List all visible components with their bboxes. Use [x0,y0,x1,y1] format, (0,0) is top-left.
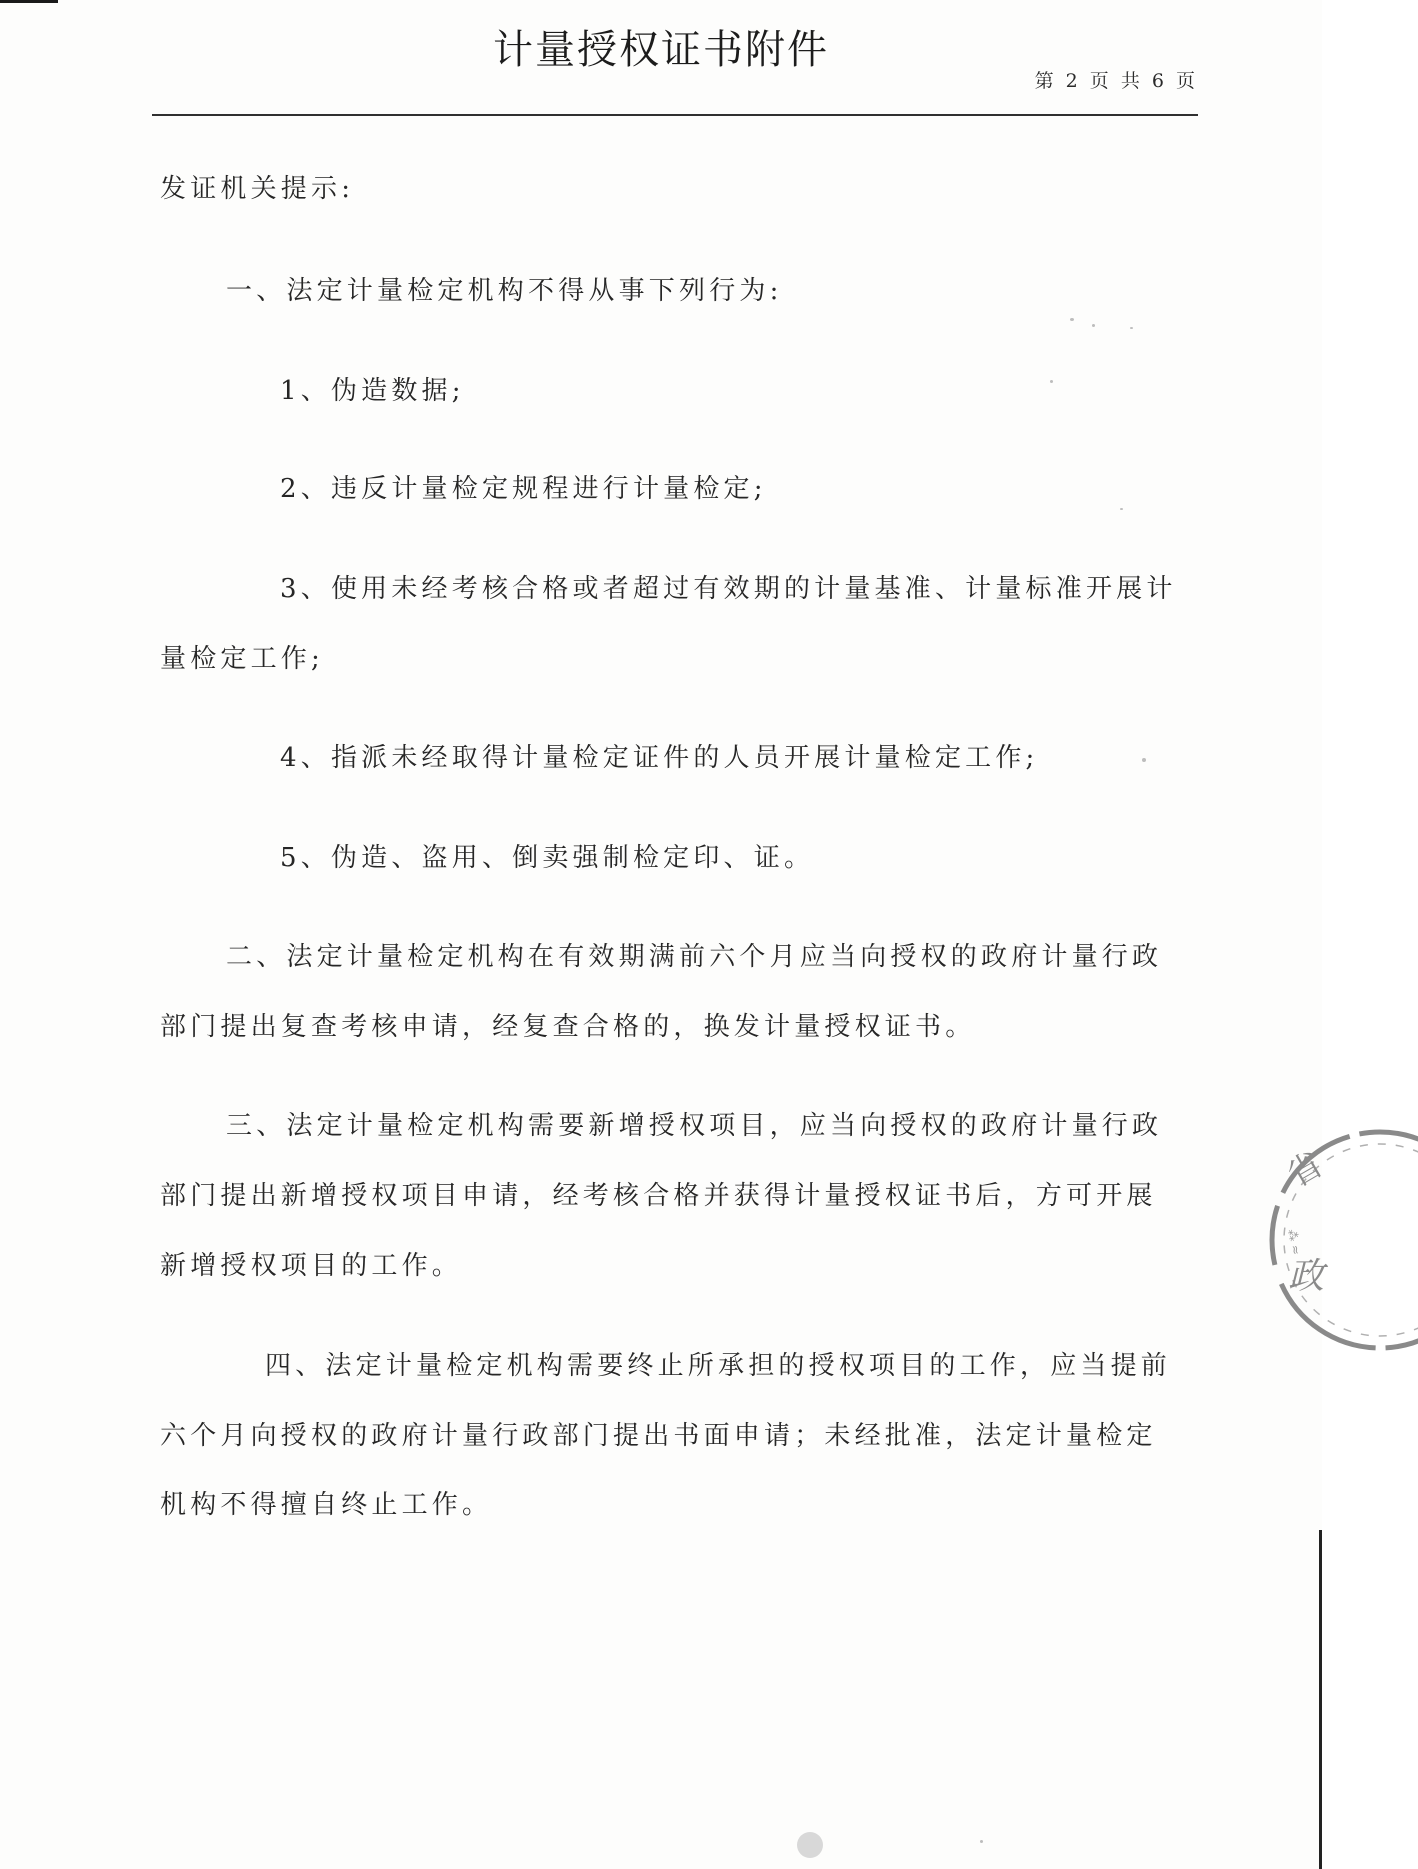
clause-1-sub-3-line-2: 量检定工作; [160,644,324,674]
clause-1: 一、法定计量检定机构不得从事下列行为: [226,276,783,306]
clause-4-line-1: 四、法定计量检定机构需要终止所承担的授权项目的工作，应当提前 [265,1351,1172,1381]
scan-speck [980,1840,983,1843]
seal-char-bottom: 政 [1288,1256,1325,1297]
notice-heading: 发证机关提示: [160,174,355,204]
scan-blot [797,1832,823,1858]
clause-3-line-1: 三、法定计量检定机构需要新增授权项目，应当向授权的政府计量行政 [226,1111,1163,1141]
scan-speck [1092,324,1095,327]
scan-speck [1142,758,1146,762]
clause-1-sub-5: 5、伪造、盗用、倒卖强制检定印、证。 [280,843,815,873]
clause-1-sub-1: 1、伪造数据; [280,376,465,406]
scan-speck [1130,327,1133,329]
scan-speck [1050,380,1053,383]
scan-speck [1120,508,1123,510]
clause-4-line-3: 机构不得擅自终止工作。 [160,1490,493,1520]
clause-3-line-2: 部门提出新增授权项目申请，经考核合格并获得计量授权证书后，方可开展 [160,1181,1157,1211]
clause-1-sub-2: 2、违反计量检定规程进行计量检定; [280,474,767,504]
clause-1-sub-4: 4、指派未经取得计量检定证件的人员开展计量检定工作; [280,743,1039,773]
page-title: 计量授权证书附件 [493,27,829,73]
page-number: 第 2 页 共 6 页 [1034,70,1198,92]
clause-4-line-2: 六个月向授权的政府计量行政部门提出书面申请；未经批准，法定计量检定 [160,1421,1157,1451]
svg-text:⁂ ≈: ⁂ ≈ [1285,1228,1304,1257]
seal-char-top: 省 [1280,1144,1330,1196]
scan-speck [1070,318,1074,321]
official-seal [1268,1120,1418,1360]
scan-artifact [0,0,58,3]
clause-2-line-2: 部门提出复查考核申请，经复查合格的，换发计量授权证书。 [160,1012,976,1042]
scan-edge [1319,1530,1322,1869]
clause-1-sub-3-line-1: 3、使用未经考核合格或者超过有效期的计量基准、计量标准开展计 [280,574,1177,604]
header-divider [152,114,1198,116]
clause-2-line-1: 二、法定计量检定机构在有效期满前六个月应当向授权的政府计量行政 [226,942,1163,972]
clause-3-line-3: 新增授权项目的工作。 [160,1251,463,1281]
